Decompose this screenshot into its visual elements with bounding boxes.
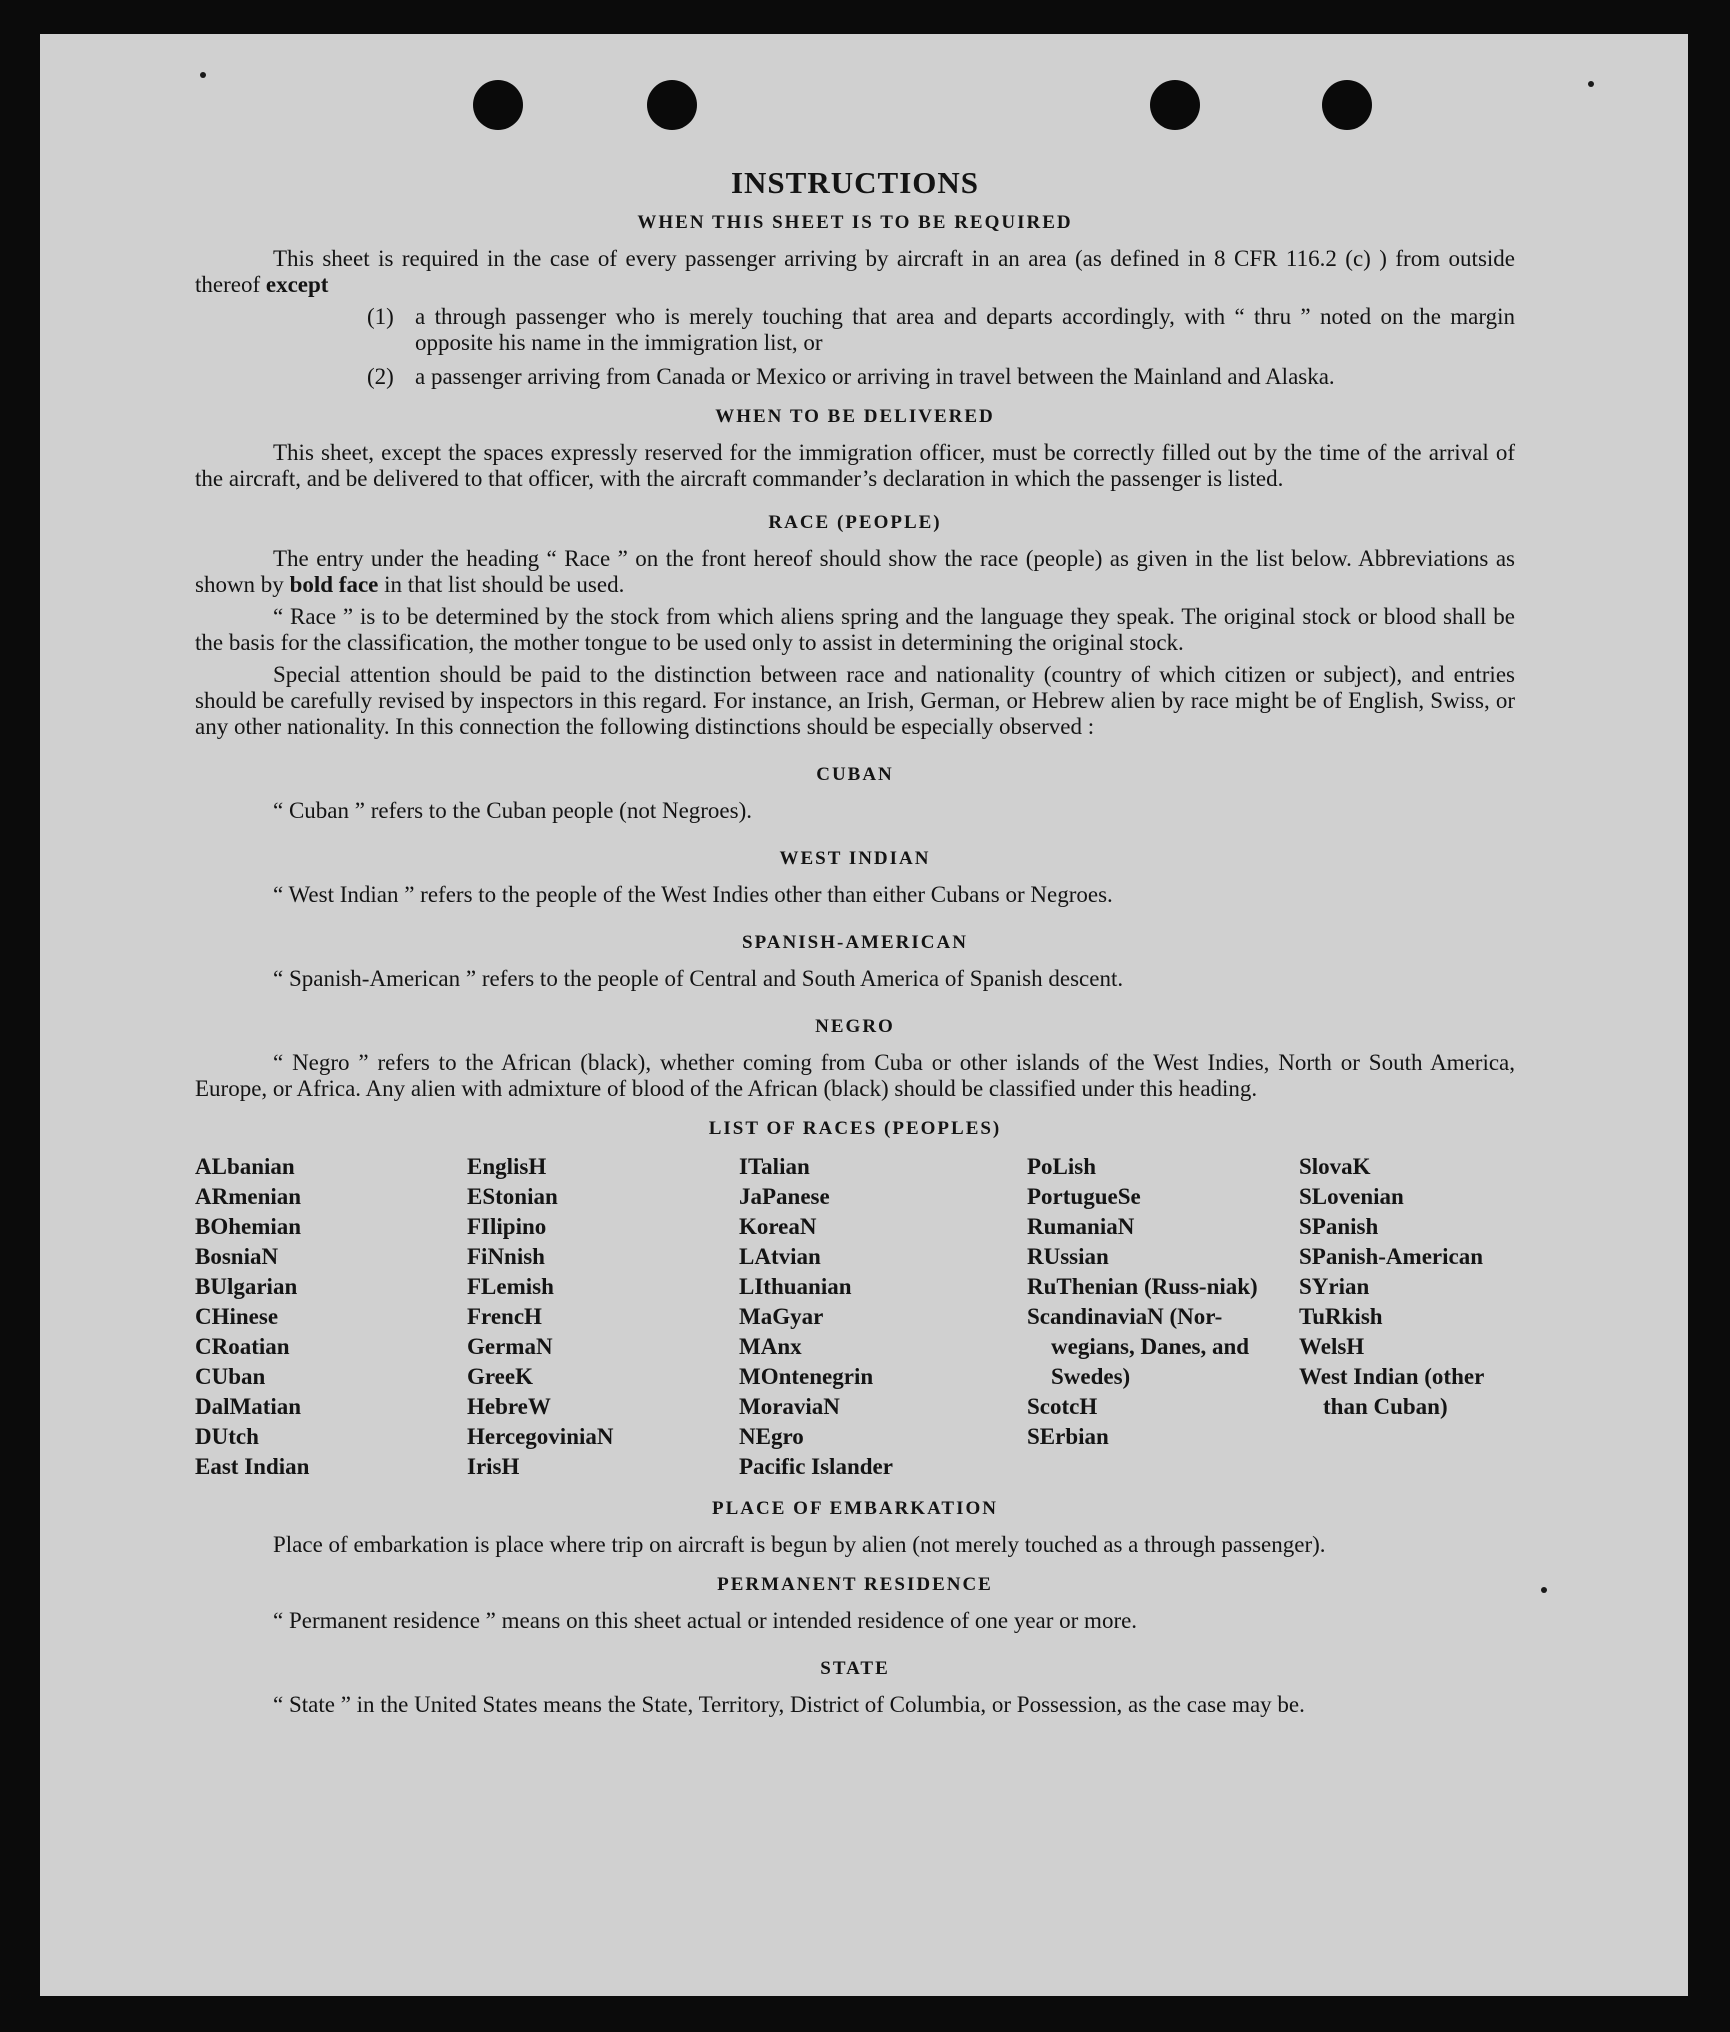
race-p1-b: in that list should be used.	[384, 572, 625, 597]
race-column	[739, 1152, 1027, 1482]
state-text: “ State ” in the United States means the State, Territory, District of Columbia, or Possession, as the case may be.	[273, 1692, 1305, 1717]
section-heading: WHEN THIS SHEET IS TO BE REQUIRED	[637, 212, 1073, 233]
race-entry: LIthuanian	[739, 1274, 852, 1299]
race-entry: MaGyar	[739, 1304, 824, 1329]
item-text: a passenger arriving from Canada or Mexico or arriving in travel between the Mainland and Alaska.	[415, 364, 1335, 389]
race-paragraph-1	[195, 546, 1515, 598]
race-entry: CHinese	[195, 1304, 279, 1329]
race-entry: JaPanese	[739, 1184, 830, 1209]
item-text: a through passenger who is merely touching that area and departs accordingly, with “ thru ” noted on the margin opposite his name in the immigration list, or	[415, 304, 1515, 355]
race-entry: HebreW	[467, 1394, 551, 1419]
race-entry: BosniaN	[195, 1244, 279, 1269]
race-entry: SPanish-American	[1299, 1244, 1483, 1269]
residence-text: “ Permanent residence ” means on this sheet actual or intended residence of one year or more.	[273, 1608, 1138, 1633]
spanish-american-text: “ Spanish-American ” refers to the people of Central and South America of Spanish descent.	[273, 966, 1124, 991]
race-column	[1299, 1152, 1519, 1482]
race-entry: East Indian	[195, 1454, 310, 1479]
cuban-text: “ Cuban ” refers to the Cuban people (not Negroes).	[273, 798, 753, 823]
race-entry: PortugueSe	[1027, 1184, 1141, 1209]
speck	[200, 72, 206, 78]
race-entry: MOntenegrin	[739, 1364, 874, 1389]
race-p1-bold: bold face	[289, 572, 379, 597]
race-entry: NEgro	[739, 1424, 804, 1449]
race-entry: CRoatian	[195, 1334, 290, 1359]
race-list	[195, 1152, 1515, 1482]
section-heading: PLACE OF EMBARKATION	[712, 1498, 998, 1519]
race-entry: West Indian (other than Cuban)	[1299, 1364, 1484, 1419]
punch-hole	[1322, 80, 1372, 130]
punch-hole	[647, 80, 697, 130]
race-paragraph-2: “ Race ” is to be determined by the stock from which aliens spring and the language they speak. The original stock or blood shall be the basis for the classification, the mother tongue to be used only to assist in determining the original stock.	[195, 604, 1515, 655]
race-entry: GermaN	[467, 1334, 553, 1359]
race-entry: MoraviaN	[739, 1394, 840, 1419]
item-number: (1)	[367, 304, 394, 329]
required-intro-text: This sheet is required in the case of every passenger arriving by aircraft in an area (as defined in 8 CFR 116.2 (c) ) from outside thereof	[195, 246, 1515, 297]
race-column	[195, 1152, 467, 1482]
delivered-text: This sheet, except the spaces expressly reserved for the immigration officer, must be correctly filled out by the time of the arrival of the aircraft, and be delivered to that officer, with the aircraft commander’s declaration in which the passenger is listed.	[195, 440, 1515, 491]
item-number: (2)	[367, 364, 394, 389]
race-entry: ScandinaviaN (Nor-wegians, Danes, and Swedes)	[1027, 1304, 1250, 1389]
embarkation-text: Place of embarkation is place where trip on aircraft is begun by alien (not merely touched as a through passenger).	[273, 1532, 1326, 1557]
section-heading: LIST OF RACES (PEOPLES)	[708, 1118, 1002, 1139]
section-heading: CUBAN	[816, 764, 894, 785]
exception-item	[367, 364, 1515, 390]
race-entry: GreeK	[467, 1364, 533, 1389]
race-entry: SLovenian	[1299, 1184, 1404, 1209]
race-entry: RUssian	[1027, 1244, 1109, 1269]
instructions-body	[195, 130, 1515, 1724]
exception-item	[367, 304, 1515, 356]
west-indian-text: “ West Indian ” refers to the people of the West Indies other than either Cubans or Negroes.	[273, 882, 1113, 907]
race-entry: SlovaK	[1299, 1154, 1371, 1179]
section-heading: WEST INDIAN	[779, 848, 931, 869]
race-entry: LAtvian	[739, 1244, 821, 1269]
punch-hole	[1150, 80, 1200, 130]
page-title: INSTRUCTIONS	[730, 165, 979, 200]
speck	[1541, 1587, 1547, 1593]
section-heading: SPANISH-AMERICAN	[742, 932, 968, 953]
race-entry: ITalian	[739, 1154, 810, 1179]
speck	[1588, 81, 1594, 87]
race-entry: HercegoviniaN	[467, 1424, 614, 1449]
race-entry: RuThenian (Russ-niak)	[1027, 1274, 1258, 1299]
race-entry: SYrian	[1299, 1274, 1370, 1299]
race-entry: PoLish	[1027, 1154, 1097, 1179]
race-entry: BOhemian	[195, 1214, 302, 1239]
race-column	[1027, 1152, 1299, 1482]
race-entry: ARmenian	[195, 1184, 302, 1209]
race-paragraph-3: Special attention should be paid to the distinction between race and nationality (country of which citizen or subject), and entries should be carefully revised by inspectors in this regard. For instance, an Irish, German, or Hebrew alien by race might be of English, Swiss, or any other nationality. In this connection the following distinctions should be especially observed :	[195, 662, 1515, 739]
race-entry: EnglisH	[467, 1154, 547, 1179]
race-entry: FLemish	[467, 1274, 554, 1299]
race-entry: Pacific Islander	[739, 1454, 893, 1479]
document-sheet	[40, 34, 1688, 1996]
race-entry: KoreaN	[739, 1214, 817, 1239]
race-entry: TuRkish	[1299, 1304, 1383, 1329]
race-entry: IrisH	[467, 1454, 520, 1479]
section-heading: RACE (PEOPLE)	[768, 512, 942, 533]
race-entry: FrencH	[467, 1304, 542, 1329]
race-entry: SErbian	[1027, 1424, 1109, 1449]
section-heading: WHEN TO BE DELIVERED	[715, 406, 995, 427]
race-p1-a: The entry under the heading “ Race ” on the front hereof should show the race (people) as given in the list below. Abbreviations as shown by	[195, 546, 1515, 597]
race-entry: DUtch	[195, 1424, 259, 1449]
race-entry: FIlipino	[467, 1214, 547, 1239]
section-heading: PERMANENT RESIDENCE	[717, 1574, 993, 1595]
section-heading: STATE	[820, 1658, 890, 1679]
punch-hole	[473, 80, 523, 130]
section-heading: NEGRO	[815, 1016, 895, 1037]
race-entry: RumaniaN	[1027, 1214, 1135, 1239]
race-entry: ScotcH	[1027, 1394, 1098, 1419]
race-entry: DalMatian	[195, 1394, 302, 1419]
negro-text: “ Negro ” refers to the African (black), whether coming from Cuba or other islands of the West Indies, North or South America, Europe, or Africa. Any alien with admixture of blood of the African (black) should be classified under this heading.	[195, 1050, 1515, 1101]
race-entry: WelsH	[1299, 1334, 1365, 1359]
race-entry: EStonian	[467, 1184, 558, 1209]
race-entry: BUlgarian	[195, 1274, 298, 1299]
race-entry: MAnx	[739, 1334, 802, 1359]
race-entry: CUban	[195, 1364, 266, 1389]
race-entry: FiNnish	[467, 1244, 545, 1269]
required-intro	[195, 246, 1515, 298]
required-intro-bold: except	[265, 272, 329, 297]
race-column	[467, 1152, 739, 1482]
race-entry: SPanish	[1299, 1214, 1379, 1239]
race-entry: ALbanian	[195, 1154, 295, 1179]
